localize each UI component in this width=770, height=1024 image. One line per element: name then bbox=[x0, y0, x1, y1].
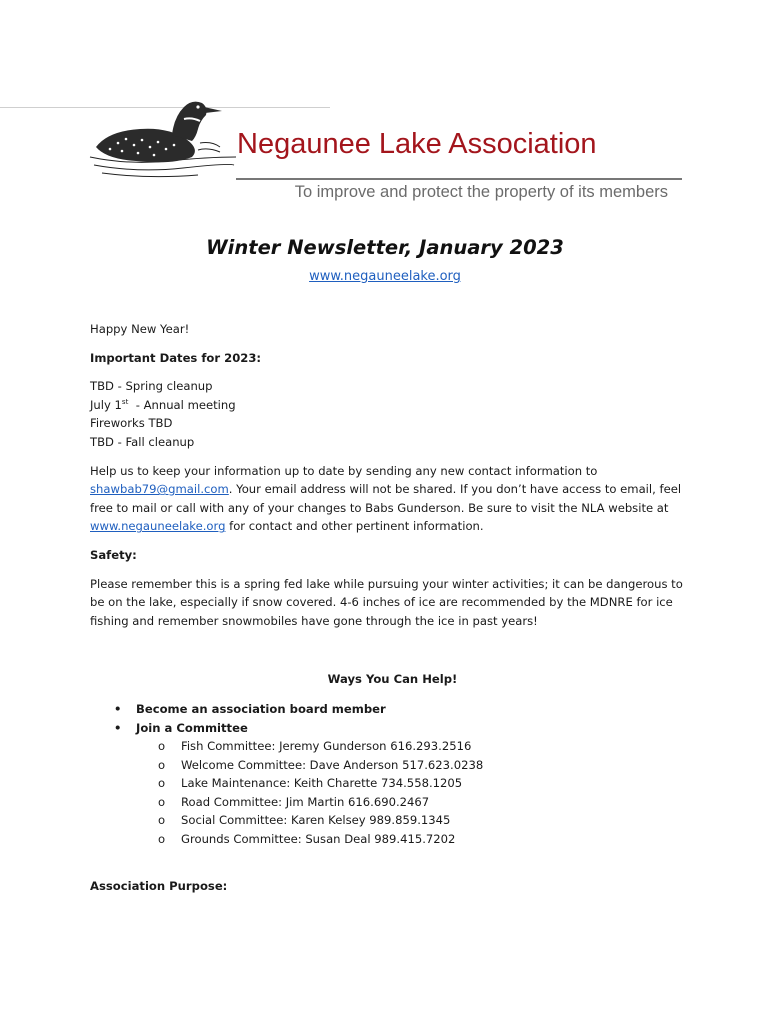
list-item: • Become an association board member bbox=[90, 700, 695, 719]
committee-list bbox=[136, 737, 695, 849]
date-item: TBD - Spring cleanup bbox=[90, 379, 213, 394]
committee-item: o Lake Maintenance: Keith Charette 734.558.1205 bbox=[136, 774, 695, 793]
circle-bullet-icon: o bbox=[158, 813, 166, 828]
newsletter-body bbox=[90, 320, 695, 895]
safety-text: Please remember this is a spring fed lake while pursuing your winter activities; it can be dangerous to be on the lake, especially if snow covered. 4-6 inches of ice are recommended by the MDNRE for ice fishing and remember snowmobiles have gone through the ice in past years! bbox=[90, 576, 683, 628]
email-link[interactable]: shawbab79@gmail.com bbox=[90, 482, 229, 497]
circle-bullet-icon: o bbox=[158, 739, 166, 754]
website-link[interactable]: www.negauneelake.org bbox=[309, 269, 461, 284]
committee-item: o Grounds Committee: Susan Deal 989.415.7202 bbox=[136, 830, 695, 849]
committee-item: o Fish Committee: Jeremy Gunderson 616.293.2516 bbox=[136, 737, 695, 756]
circle-bullet-icon: o bbox=[158, 794, 166, 809]
header-divider bbox=[236, 178, 682, 180]
important-dates-heading: Important Dates for 2023: bbox=[90, 350, 262, 365]
contact-paragraph: Help us to keep your information up to date by sending any new contact information to shawbab79@gmail.com. Your email address will not be shared. If you don’t have access to email, feel free to mail or call with any of your changes to Babs Gunderson. Be sure to visit the NLA website at www.negauneelake.org for contact and other pertinent information. bbox=[90, 463, 682, 534]
newsletter-title: Winter Newsletter, January 2023 bbox=[206, 236, 564, 259]
org-name: Negaunee Lake Association bbox=[237, 128, 597, 160]
tagline: To improve and protect the property of its members bbox=[294, 183, 668, 201]
circle-bullet-icon: o bbox=[158, 832, 166, 847]
help-list bbox=[90, 700, 695, 849]
help-heading: Ways You Can Help! bbox=[327, 672, 458, 687]
circle-bullet-icon: o bbox=[158, 757, 166, 772]
bullet-icon: • bbox=[114, 701, 122, 716]
greeting: Happy New Year! bbox=[90, 322, 190, 336]
purpose-heading: Association Purpose: bbox=[90, 878, 228, 893]
committee-item: o Social Committee: Karen Kelsey 989.859.1345 bbox=[136, 811, 695, 830]
date-item: TBD - Fall cleanup bbox=[90, 434, 195, 449]
list-item: • Join a Committee o Fish Committee: Jeremy Gunderson 616.293.2516 o Welcome Committee: Dave Anderson 517.623.0238 o Lake Maintenance: Keith Charette 734.558.1205 o Road Committee: Jim Martin 616.690.2467 o Social Committee: Karen Kelsey 989.859.1345 o Grounds Committee: Susan Deal 989.415.7202 bbox=[90, 719, 695, 849]
website-link-inline[interactable]: www.negauneelake.org bbox=[90, 519, 226, 534]
safety-heading: Safety: bbox=[90, 547, 137, 562]
circle-bullet-icon: o bbox=[158, 776, 166, 791]
bullet-icon: • bbox=[114, 720, 122, 735]
date-item: July 1st - Annual meeting bbox=[90, 397, 236, 412]
committee-item: o Road Committee: Jim Martin 616.690.2467 bbox=[136, 793, 695, 812]
date-item: Fireworks TBD bbox=[90, 416, 173, 431]
loon-icon bbox=[88, 95, 238, 180]
committee-item: o Welcome Committee: Dave Anderson 517.623.0238 bbox=[136, 756, 695, 775]
